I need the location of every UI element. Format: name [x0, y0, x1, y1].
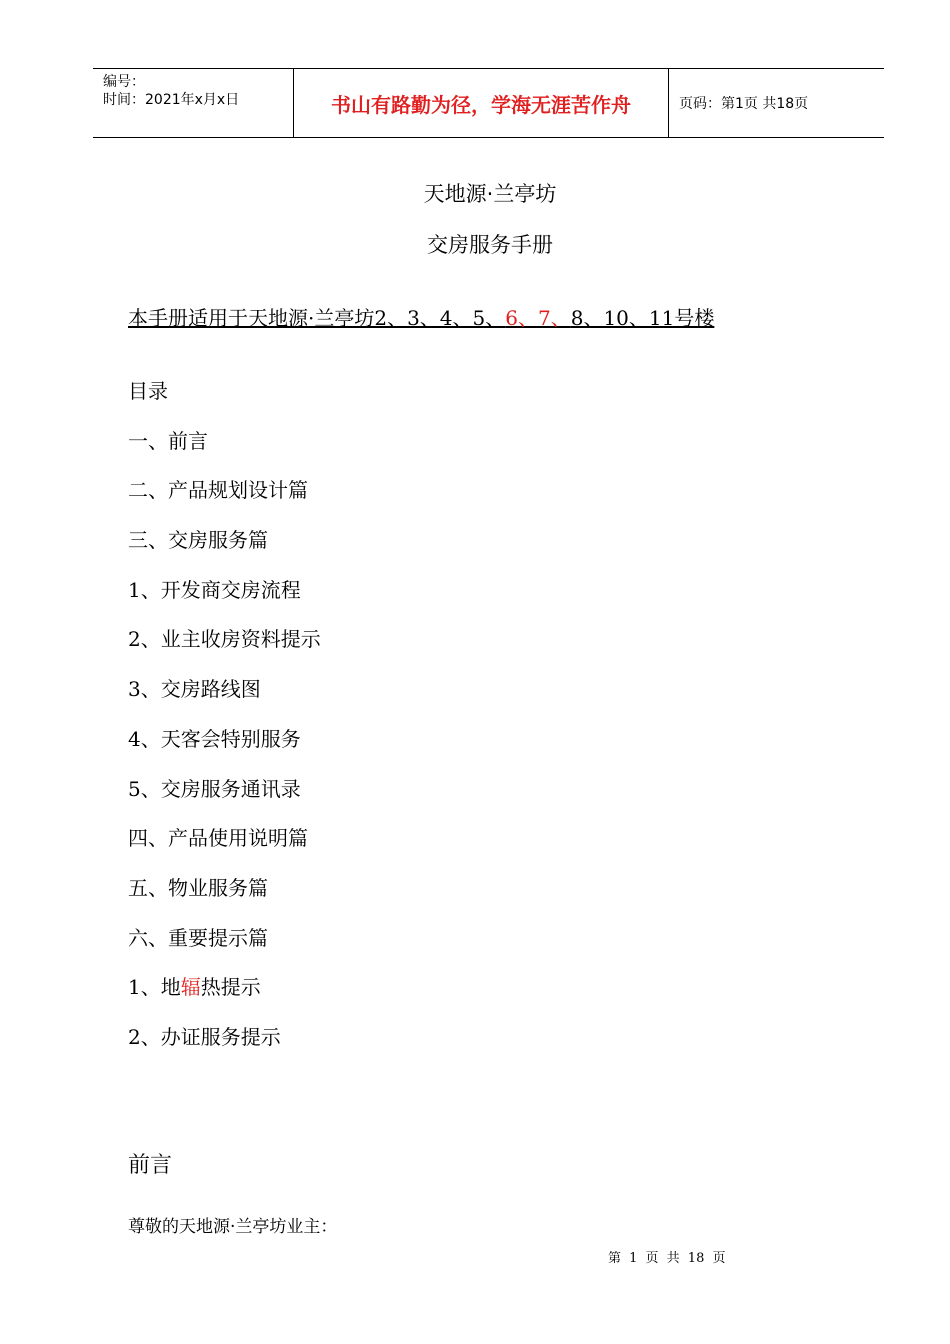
document-title: 天地源·兰亭坊	[423, 182, 557, 206]
toc-item: 5、交房服务通讯录	[128, 776, 301, 801]
toc-item: 六、重要提示篇	[128, 925, 268, 950]
toc-item-highlight: 辐	[180, 975, 201, 1000]
table-of-contents	[128, 376, 321, 1072]
document-subtitle: 交房服务手册	[427, 233, 553, 257]
scope-part2-highlight: 6、7、	[505, 306, 571, 330]
scope-part1: 本手册适用于天地源·兰亭坊2、3、4、5、	[128, 306, 506, 330]
toc-heading: 目录	[128, 379, 168, 403]
page-header	[93, 68, 884, 138]
page-footer: 第 1 页 共 18 页	[608, 1251, 726, 1266]
toc-item: 3、交房路线图	[128, 677, 261, 702]
header-meta	[93, 69, 294, 137]
toc-item-part: 1、地	[128, 975, 181, 1000]
toc-item: 一、前言	[128, 428, 208, 453]
toc-item: 4、天客会特别服务	[128, 726, 301, 751]
preface-heading: 前言	[128, 1153, 173, 1178]
header-page-info: 页码：第1页 共18页	[679, 96, 809, 112]
toc-item-part: 热提示	[200, 975, 261, 1000]
header-number-label: 编号：	[103, 74, 145, 90]
toc-item: 2、业主收房资料提示	[128, 627, 321, 652]
scope-statement	[128, 302, 714, 331]
toc-item: 四、产品使用说明篇	[128, 826, 308, 851]
toc-item: 1、开发商交房流程	[128, 577, 301, 602]
header-motto: 书山有路勤为径，学海无涯苦作舟	[294, 69, 669, 137]
toc-item: 2、办证服务提示	[128, 1024, 281, 1049]
header-time-label: 时间：2021年x月x日	[103, 92, 240, 108]
toc-item-floor-heating	[128, 972, 321, 1022]
scope-part3: 8、10、11号楼	[570, 306, 715, 330]
preface-salutation: 尊敬的天地源·兰亭坊业主：	[128, 1217, 338, 1237]
toc-item: 三、交房服务篇	[128, 528, 268, 553]
toc-item: 二、产品规划设计篇	[128, 478, 308, 503]
toc-item: 五、物业服务篇	[128, 875, 268, 900]
